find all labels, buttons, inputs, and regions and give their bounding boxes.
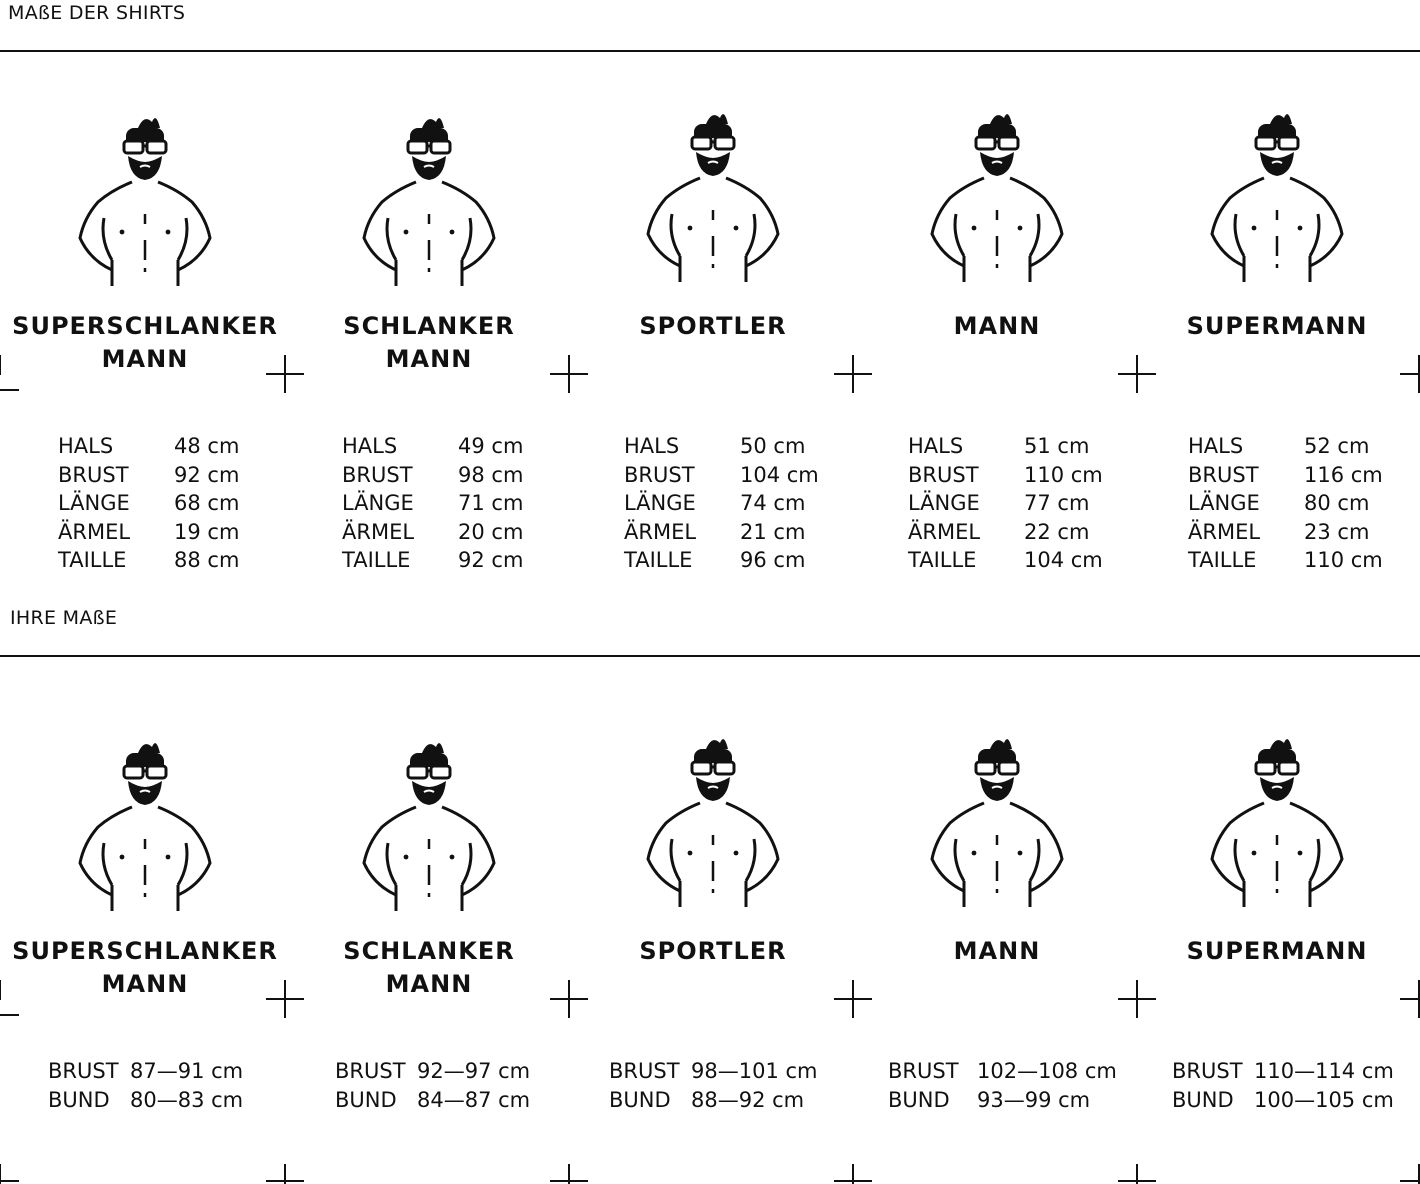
measurement-row <box>908 518 1103 547</box>
measurement-list <box>908 432 1103 575</box>
measurement-value: 20 cm <box>458 519 524 544</box>
crosshair-mark-icon <box>834 355 872 393</box>
body-type-title <box>852 310 1142 343</box>
body-type-title <box>284 310 574 376</box>
measurement-value: 104 cm <box>1024 548 1103 572</box>
measurement-list <box>1188 432 1383 575</box>
measurement-row <box>342 461 523 490</box>
range-value: 98—101 cm <box>691 1059 818 1083</box>
section-title-shirt-measurements: MAßE DER SHIRTS <box>8 2 186 24</box>
measurement-key: ÄRMEL <box>1188 519 1261 544</box>
measurement-key: HALS <box>58 434 114 458</box>
body-type-figure-icon <box>628 106 798 286</box>
measurement-key: TAILLE <box>624 548 693 572</box>
measurement-value: 48 cm <box>174 434 240 458</box>
body-type-figure-icon <box>60 735 230 915</box>
measurement-row <box>342 489 523 518</box>
crop-mark-icon <box>0 1164 19 1184</box>
body-type-title <box>1132 310 1420 343</box>
measurement-list <box>342 432 523 575</box>
range-row <box>48 1057 243 1086</box>
range-value: 88—92 cm <box>691 1088 805 1112</box>
range-key: BRUST <box>335 1059 406 1083</box>
body-type-figure-icon <box>628 731 798 911</box>
range-row <box>335 1086 530 1115</box>
measurement-row <box>1188 518 1383 547</box>
crosshair-mark-icon <box>1118 355 1156 393</box>
body-type-title <box>284 935 574 1001</box>
measurement-key: LÄNGE <box>1188 491 1260 515</box>
body-type-title <box>0 935 290 1001</box>
measurement-key: HALS <box>624 434 680 458</box>
body-type-figure-icon <box>1192 731 1362 911</box>
range-key: BUND <box>335 1088 397 1112</box>
measurement-list <box>58 432 239 575</box>
measurement-list <box>624 432 819 575</box>
crop-mark-icon <box>0 355 19 393</box>
body-type-title-line2: MANN <box>385 970 473 998</box>
measurement-value: 110 cm <box>1304 548 1383 572</box>
measurement-value: 23 cm <box>1304 519 1370 544</box>
measurement-key: TAILLE <box>342 548 411 572</box>
measurement-row <box>908 546 1103 575</box>
body-type-title-line1: MANN <box>953 312 1041 340</box>
crosshair-mark-icon <box>550 355 588 393</box>
measurement-key: BRUST <box>624 462 695 487</box>
measurement-key: ÄRMEL <box>342 519 415 544</box>
crop-mark-icon <box>834 1164 872 1184</box>
range-key: BUND <box>48 1088 110 1112</box>
measurement-value: 74 cm <box>740 491 806 515</box>
measurement-row <box>58 461 239 490</box>
body-type-figure-icon <box>344 110 514 290</box>
range-list <box>888 1057 1117 1115</box>
measurement-key: BRUST <box>58 462 129 487</box>
divider <box>0 655 1420 657</box>
crosshair-mark-icon <box>266 980 304 1018</box>
measurement-value: 51 cm <box>1024 434 1090 458</box>
measurement-value: 21 cm <box>740 519 806 544</box>
measurement-key: BRUST <box>342 462 413 487</box>
measurement-key: ÄRMEL <box>624 519 697 544</box>
range-list <box>48 1057 243 1115</box>
range-list <box>609 1057 817 1115</box>
body-type-title <box>852 935 1142 968</box>
crop-mark-icon <box>1118 1164 1156 1184</box>
body-type-title-line1: SUPERMANN <box>1186 937 1368 965</box>
measurement-row <box>624 518 819 547</box>
range-row <box>609 1086 817 1115</box>
range-value: 84—87 cm <box>417 1088 531 1112</box>
measurement-value: 98 cm <box>458 462 524 487</box>
measurement-row <box>1188 546 1383 575</box>
body-type-title-line1: SUPERSCHLANKER <box>12 312 278 340</box>
crop-mark-icon <box>0 980 19 1018</box>
measurement-value: 104 cm <box>740 462 819 487</box>
range-row <box>48 1086 243 1115</box>
measurement-row <box>342 546 523 575</box>
body-type-title <box>568 935 858 968</box>
crop-mark-icon <box>266 1164 304 1184</box>
range-key: BUND <box>609 1088 671 1112</box>
range-list <box>335 1057 530 1115</box>
measurement-key: LÄNGE <box>624 491 696 515</box>
body-type-figure-icon <box>344 735 514 915</box>
divider <box>0 50 1420 52</box>
measurement-value: 80 cm <box>1304 491 1370 515</box>
measurement-row <box>624 546 819 575</box>
range-key: BRUST <box>888 1059 959 1083</box>
body-type-title-line1: SPORTLER <box>639 312 787 340</box>
measurement-value: 96 cm <box>740 548 806 572</box>
measurement-key: TAILLE <box>1188 548 1257 572</box>
measurement-value: 68 cm <box>174 491 240 515</box>
measurement-key: ÄRMEL <box>908 519 981 544</box>
measurement-value: 22 cm <box>1024 519 1090 544</box>
crosshair-mark-icon <box>266 355 304 393</box>
range-key: BRUST <box>48 1059 119 1083</box>
body-type-title-line1: SUPERSCHLANKER <box>12 937 278 965</box>
measurement-key: HALS <box>342 434 398 458</box>
measurement-row <box>908 432 1103 461</box>
measurement-row <box>1188 461 1383 490</box>
measurement-row <box>1188 489 1383 518</box>
measurement-key: LÄNGE <box>58 491 130 515</box>
measurement-value: 92 cm <box>458 548 524 572</box>
measurement-row <box>58 518 239 547</box>
range-row <box>1172 1057 1394 1086</box>
body-type-figure-icon <box>912 731 1082 911</box>
measurement-key: ÄRMEL <box>58 519 131 544</box>
measurement-value: 19 cm <box>174 519 240 544</box>
range-list <box>1172 1057 1394 1115</box>
measurement-key: LÄNGE <box>342 491 414 515</box>
crosshair-mark-icon <box>1118 980 1156 1018</box>
crosshair-mark-icon <box>1400 355 1420 393</box>
measurement-row <box>624 461 819 490</box>
measurement-value: 110 cm <box>1024 462 1103 487</box>
range-key: BRUST <box>609 1059 680 1083</box>
measurement-row <box>58 489 239 518</box>
measurement-row <box>342 518 523 547</box>
range-key: BRUST <box>1172 1059 1243 1083</box>
body-type-title-line2: MANN <box>101 345 189 373</box>
measurement-row <box>908 461 1103 490</box>
measurement-value: 88 cm <box>174 548 240 572</box>
range-value: 80—83 cm <box>130 1088 244 1112</box>
body-type-figure-icon <box>912 106 1082 286</box>
measurement-value: 52 cm <box>1304 434 1370 458</box>
measurement-key: TAILLE <box>58 548 127 572</box>
measurement-value: 71 cm <box>458 491 524 515</box>
body-type-title-line1: MANN <box>953 937 1041 965</box>
range-row <box>609 1057 817 1086</box>
measurement-key: LÄNGE <box>908 491 980 515</box>
measurement-row <box>58 546 239 575</box>
body-type-title-line1: SUPERMANN <box>1186 312 1368 340</box>
body-type-title-line1: SCHLANKER <box>343 312 515 340</box>
range-key: BUND <box>888 1088 950 1112</box>
body-type-title-line1: SCHLANKER <box>343 937 515 965</box>
measurement-row <box>624 489 819 518</box>
body-type-title-line2: MANN <box>101 970 189 998</box>
measurement-key: HALS <box>1188 434 1244 458</box>
range-row <box>1172 1086 1394 1115</box>
range-value: 92—97 cm <box>417 1059 531 1083</box>
measurement-key: TAILLE <box>908 548 977 572</box>
section-title-your-measurements: IHRE MAßE <box>10 607 118 629</box>
measurement-key: BRUST <box>908 462 979 487</box>
crosshair-mark-icon <box>550 980 588 1018</box>
measurement-value: 116 cm <box>1304 462 1383 487</box>
range-value: 110—114 cm <box>1254 1059 1394 1083</box>
measurement-row <box>908 489 1103 518</box>
measurement-value: 77 cm <box>1024 491 1090 515</box>
crop-mark-icon <box>1400 1164 1420 1184</box>
measurement-row <box>624 432 819 461</box>
measurement-value: 50 cm <box>740 434 806 458</box>
measurement-value: 92 cm <box>174 462 240 487</box>
range-value: 102—108 cm <box>977 1059 1117 1083</box>
body-type-title <box>0 310 290 376</box>
measurement-key: BRUST <box>1188 462 1259 487</box>
measurement-row <box>1188 432 1383 461</box>
range-value: 87—91 cm <box>130 1059 244 1083</box>
crop-mark-icon <box>550 1164 588 1184</box>
measurement-value: 49 cm <box>458 434 524 458</box>
measurement-key: HALS <box>908 434 964 458</box>
crosshair-mark-icon <box>1400 980 1420 1018</box>
body-type-title-line2: MANN <box>385 345 473 373</box>
range-row <box>335 1057 530 1086</box>
crosshair-mark-icon <box>834 980 872 1018</box>
measurement-row <box>58 432 239 461</box>
range-row <box>888 1086 1117 1115</box>
body-type-figure-icon <box>60 110 230 290</box>
measurement-row <box>342 432 523 461</box>
body-type-figure-icon <box>1192 106 1362 286</box>
range-value: 100—105 cm <box>1254 1088 1394 1112</box>
range-row <box>888 1057 1117 1086</box>
range-value: 93—99 cm <box>977 1088 1091 1112</box>
body-type-title-line1: SPORTLER <box>639 937 787 965</box>
range-key: BUND <box>1172 1088 1234 1112</box>
body-type-title <box>568 310 858 343</box>
body-type-title <box>1132 935 1420 968</box>
